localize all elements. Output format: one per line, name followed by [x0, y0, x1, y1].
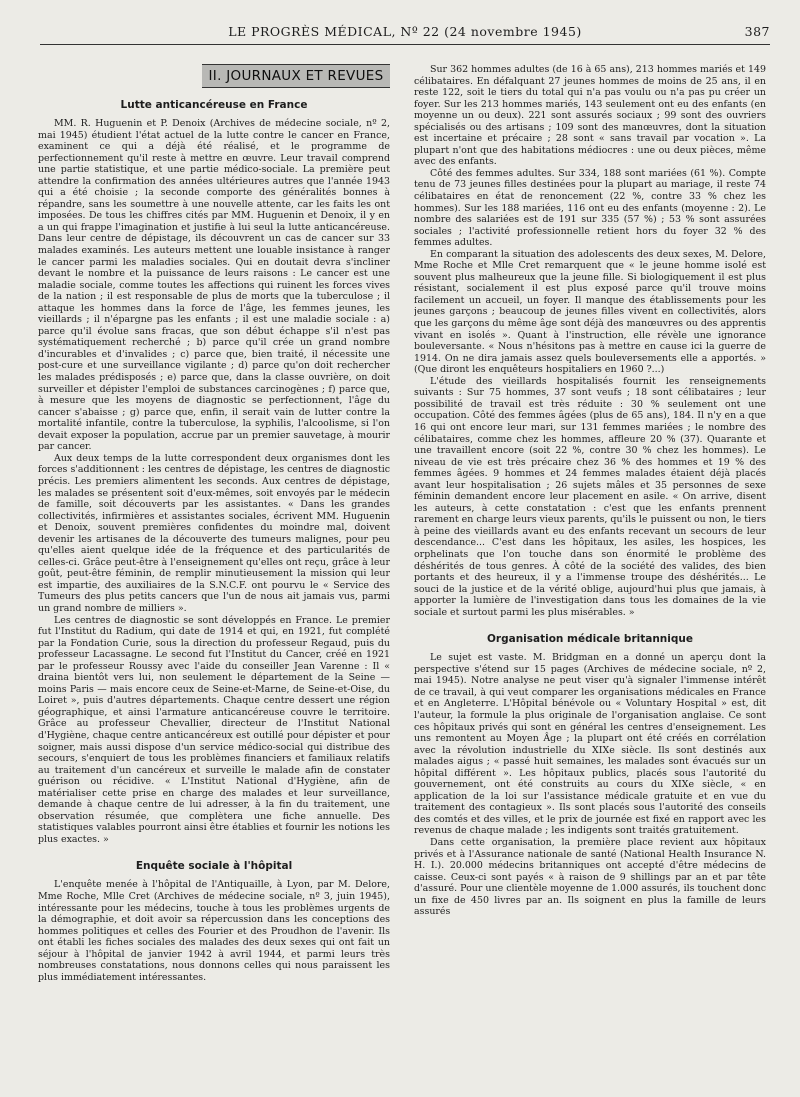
enquete-title: Enquête sociale à l'hôpital [135, 860, 293, 873]
page-number: 387 [744, 24, 770, 39]
lutte-p1: MM. R. Huguenin et P. Denoix (Archives de médecine sociale, nº 2, mai 1945) étudient l'état actuel de la lutte contre le cancer en France, examinent ce qui a déjà été réalisé, et le programme de perfectionnement qu'il reste à mettre en œuvre. Leur travail comprend une partie statistique, et une partie médico-sociale. La première peut attendre la confirmation des années ultérieures autres que l'année 1943 qui a été choisie ; la seconde comporte des généralités bonnes à répandre, sans les soumettre à une nouvelle attente, car les faits les ont imposées. De tous les chiffres cités par MM. Huguenin et Denoix, il y en a un qui frappe l'imagination et justifie à lui seul la lutte anticancéreuse. Dans leur centre de dépistage, ils découvrent un cas de cancer sur 33 malades examinés. Les auteurs mettent une louable insistance à ranger le cancer parmi les maladies sociales. Qui en doutait devra s'incliner devant le nombre et la puissance de leurs raisons : Le cancer est une maladie sociale, comme toutes les affections qui ruinent les forces vives de la nation ; il est responsable de plus de morts que la tuberculose ; il attaque les hommes dans la force de l'âge, les femmes jeunes, les vieillards ; il n'épargne pas les enfants ; il est une maladie sociale : a) parce qu'il évolue sans fracas, que son début échappe s'il n'est pas systématiquement recherché ; b) parce qu'il crée un grand nombre d'incurables et d'invalides ; c) parce que, bien traité, il nécessite une post-cure et une surveillance vigilante ; d) parce qu'on doit rechercher les malades prédisposés ; e) parce que, dans la classe ouvrière, on doit surveiller et dépister l'emploi de substances carcinogènes ; f) parce que, à mesure que les moyens de diagnostic se perfectionnent, l'âge du cancer s'abaisse ; g) parce que, enfin, il serait vain de lutter contre la mortalité infantile, contre la tuberculose, la syphilis, l'alcoolisme, si l'on devait exposer la population, accrue par un premier sauvetage, à mourir par cancer. [38, 118, 390, 453]
running-header [40, 20, 770, 45]
right-column [414, 64, 766, 1090]
organisation-title: Organisation médicale britannique [486, 633, 693, 646]
section-banner: II. JOURNAUX ET REVUES [202, 64, 390, 88]
enquete-p2: Sur 362 hommes adultes (de 16 à 65 ans), 213 hommes mariés et 149 célibataires. En défalquant 27 jeunes hommes de moins de 25 ans, il en reste 122, soit le tiers du total qui n'a pas voulu ou n'a pas pu créer un foyer. Sur les 213 hommes mariés, 143 seulement ont eu des enfants (en moyenne un ou deux). 221 sont assurés sociaux ; 99 sont des ouvriers spécialisés ou des artisans ; 109 sont des manœuvres, dont la situation est incertaine et précaire ; 28 sont « sans travail par vocation ». La plupart n'ont que des habitations médiocres : une ou deux pièces, même avec des enfants. [414, 64, 766, 168]
enquete-p3: Côté des femmes adultes. Sur 334, 188 sont mariées (61 %). Compte tenu de 73 jeunes filles destinées pour la plupart au mariage, il reste 74 célibataires en état de renoncement (22 %, contre 33 % chez les hommes). Sur les 188 mariées, 116 ont eu des enfants (moyenne : 2). Le nombre des salariées est de 191 sur 335 (57 %) ; 53 % sont assurées sociales ; l'activité professionnelle retient hors du foyer 32 % des femmes adultes. [414, 167, 766, 249]
enquete-p5: L'étude des vieillards hospitalisés fournit les renseignements suivants : Sur 75 hommes, 37 sont veufs ; 18 sont célibataires ; leur possibilité de travail est très réduite : 30 % seulement ont une occupation. Côté des femmes âgées (plus de 65 ans), 184. Il n'y en a que 16 qui ont encore leur mari, sur 131 femmes mariées ; le nombre des célibataires, comme chez les hommes, affleure 20 % (37). Quarante et une travaillent encore (soit 22 %, contre 30 % chez les hommes). Le niveau de vie est très précaire chez 36 % des hommes et 19 % des femmes âgées. 9 hommes et 24 femmes malades étaient déjà placés avant leur hospitalisation ; 26 sujets mâles et 35 personnes de sexe féminin demandent encore leur placement en asile. « On arrive, disent les auteurs, à cette constatation : c'est que les enfants prennent rarement en charge leurs vieux parents, qu'ils le puissent ou non, le tiers à peine des vieillards avant eu des enfants recevant un secours de leur descendance... C'est dans les hôpitaux, les asiles, les hospices, les orphelinats que l'on touche dans son énormité le problème des déshérités de tous genres. À côté de la société des valides, des bien portants et des heureux, il y a l'immense troupe des déshérités... Le souci de la justice et de la vérité oblige, aujourd'hui plus que jamais, à apporter la lumière de l'investigation dans tous les domaines de la vie sociale et surtout parmi les plus misérables. » [414, 375, 766, 618]
enquete-p1: L'enquête menée à l'hôpital de l'Antiquaille, à Lyon, par M. Delore, Mme Roche, Mlle Cret (Archives de médecine sociale, nº 3, juin 1945), intéressante pour les médecins, touche à tous les problèmes urgents de la démographie, et doit avoir sa répercussion dans les conceptions des hommes politiques et celles des Fourier et des Proudhon de l'avenir. Ils ont établi les fiches sociales des malades des deux sexes qui ont fait un séjour à l'hôpital de janvier 1942 à avril 1944, et parmi leurs très nombreuses constatations, nous donnons celles qui nous paraissent les plus immédiatement intéressantes. [38, 879, 390, 983]
enquete-p4: En comparant la situation des adolescents des deux sexes, M. Delore, Mme Roche et Mlle Cret remarquent que « le jeune homme isolé est souvent plus malheureux que la jeune fille. Si biologiquement il est plus résistant, socialement il est plus exposé parce qu'il trouve moins facilement un accueil, un foyer. Il manque des établissements pour les jeunes garçons ; beaucoup de jeunes filles vivent en collectivités, alors que les garçons du même âge sont déjà des manœuvres ou des apprentis vivant en isolés ». Quant à l'instruction, elle révèle une ignorance bouleversante. « Nous n'hésitons pas à mettre en cause ici la guerre de 1914. On ne dira jamais assez quels bouleversements elle a apportés. » (Que diront les enquêteurs hospitaliers en 1960 ?...) [414, 248, 766, 376]
organisation-p1: Le sujet est vaste. M. Bridgman en a donné un aperçu dont la perspective s'étend sur 15 pages (Archives de médecine sociale, nº 2, mai 1945). Notre analyse ne peut viser qu'à signaler l'immense intérêt de ce travail, à qui veut comparer les organisations médicales en France et en Angleterre. L'Hôpital bénévole ou « Voluntary Hospital » est, dit l'auteur, la formule la plus originale de l'organisation anglaise. Ce sont ces hôpitaux privés qui sont en général les centres d'enseignement. Les uns remontent au Moyen Âge ; la plupart ont été créés en corrélation avec la révolution industrielle du XIXe siècle. Ils sont destinés aux malades aigus ; « passé huit semaines, les malades sont évacués sur un hôpital différent ». Les hôpitaux publics, placés sous l'autorité du gouvernement, ont été construits au cours du XIXe siècle, « en application de la loi sur l'assistance médicale gratuite et en vue du traitement des contagieux ». Ils sont placés sous l'autorité des conseils des comtés et des villes, et le prix de journée est fixé en rapport avec les revenus de chaque malade ; les indigents sont traités gratuitement. [414, 652, 766, 837]
journal-title: LE PROGRÈS MÉDICAL, Nº 22 (24 novembre 1945) [228, 24, 582, 39]
organisation-p2: Dans cette organisation, la première place revient aux hôpitaux privés et à l'Assurance nationale de santé (National Health Insurance N. H. I.). 20.000 médecins britanniques ont accepté d'être médecins de caisse. Ceux-ci sont payés « à raison de 9 shillings par an et par tête d'assuré. Pour une clientèle moyenne de 1.000 assurés, ils touchent donc un fixe de 450 livres par an. Ils soignent en plus la famille de leurs assurés [414, 837, 766, 918]
lutte-title: Lutte anticancéreuse en France [120, 99, 308, 111]
left-column [38, 64, 390, 1090]
lutte-p2: Aux deux temps de la lutte correspondent deux organismes dont les forces s'additionnent : les centres de dépistage, les centres de diagnostic précis. Les premiers alimentent les seconds. Aux centres de dépistage, les malades se présentent soit d'eux-mêmes, soit envoyés par le médecin de famille, soit découverts par les assistantes. « Dans les grandes collectivités, infirmières et assistantes sociales, écrivent MM. Huguenin et Denoix, souvent premières confidentes du moindre mal, doivent devenir les artisanes de la découverte des tumeurs malignes, pour peu qu'elles aient quelque idée de la fréquence et des particularités de celles-ci. Grâce peut-être à l'enseignement qu'elles ont reçu, grâce à leur goût, peut-être féminin, de remplir minutieusement la mission qui leur est impartie, des auxiliaires de la S.N.C.F. ont pourvu le « Service des Tumeurs des plus petits cancers que l'un de nous ait jamais vus, parmi un grand nombre de milliers ». [38, 452, 390, 614]
lutte-p3: Les centres de diagnostic se sont développés en France. Le premier fut l'Institut du Radium, qui date de 1914 et qui, en 1921, fut complété par la Fondation Curie, sous la direction du professeur Regaud, puis du professeur Lacassagne. Le second fut l'Institut du Cancer, créé en 1921 par le professeur Roussy avec l'aide du conseiller Jean Varenne : Il « draina bientôt vers lui, non seulement le département de la Seine — moins Paris — mais encore ceux de Seine-et-Marne, de Seine-et-Oise, du Loiret », puis d'autres départements. Chaque centre dessert une région géographique, et ainsi l'armature anticancéreuse couvre le territoire. Grâce au professeur Chevallier, directeur de l'Institut National d'Hygiène, chaque centre anticancéreux est outillé pour dépister et pour soigner, mais aussi dispose d'un service médico-social qui distribue des secours, s'enquiert de tous les problèmes financiers et familiaux relatifs au traitement d'un cancéreux et surveille le malade afin de constater guérison ou récidive. « L'Institut National d'Hygiène, afin de matérialiser cette prise en charge des malades et leur surveillance, demande à chaque centre de lui adresser, à la fin du traitement, une observation résumée, que complètera une fiche annuelle. Des statistiques valables pourront ainsi être établies et fournir les notions les plus exactes. » [38, 614, 390, 845]
